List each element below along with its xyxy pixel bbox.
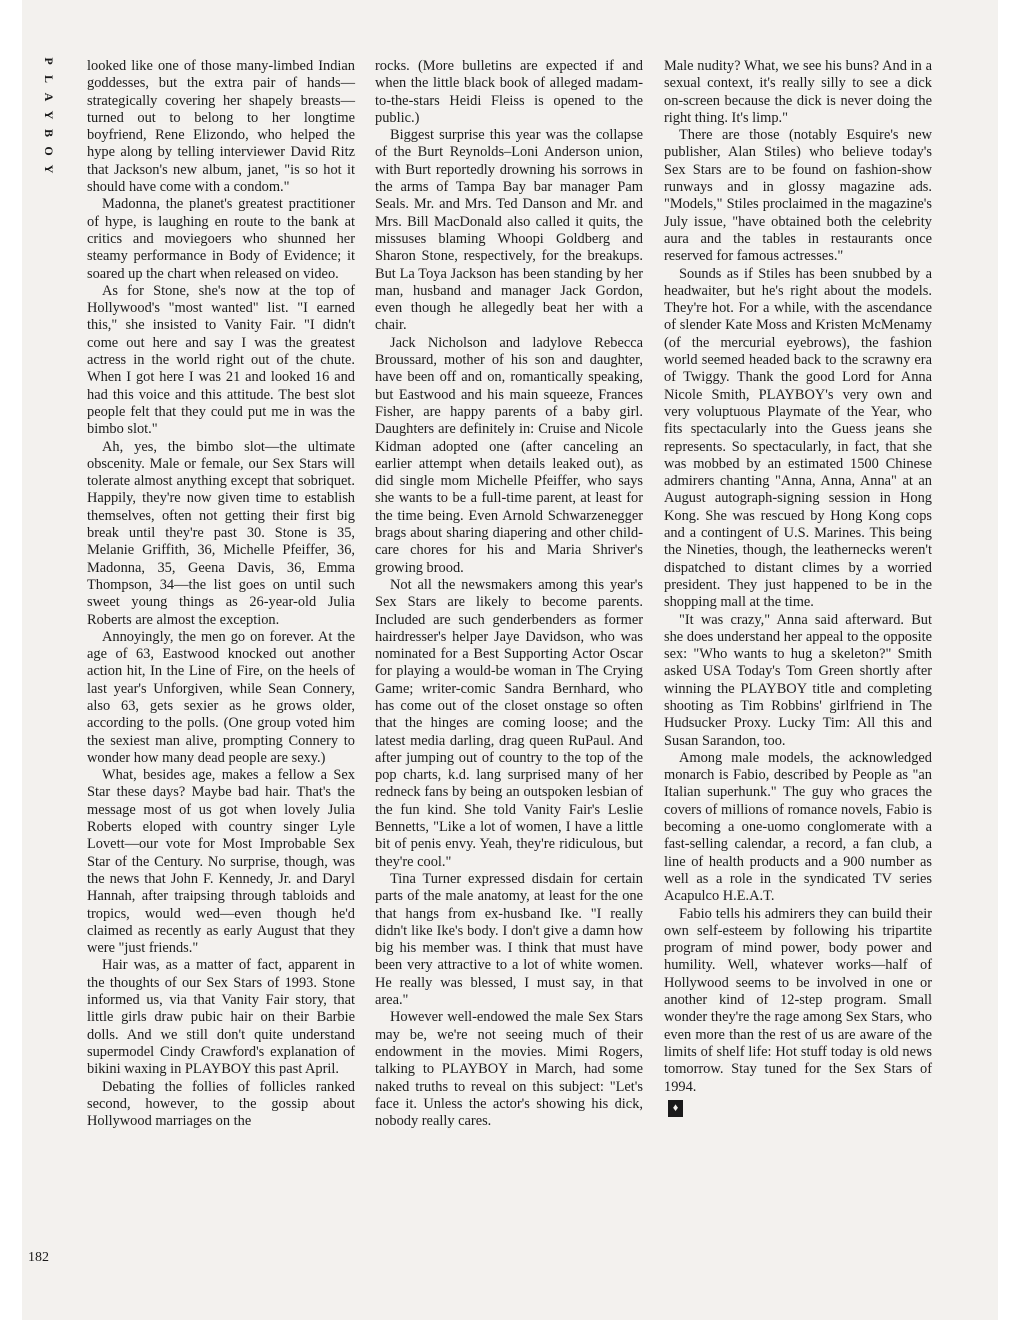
paragraph: Jack Nicholson and ladylove Rebecca Broussard, mother of his son and daughter, have been off and on, romantically speaking, but Eastwood and his main squeeze, Frances Fisher, are happy parents of a baby girl. Daughters are definitely in: Cruise and Nicole Kidman adopted one (after canceling an earlier attempt when details leaked out), as did single mom Michelle Pfeiffer, who says she wants to be a full-time parent, at least for the time being. Even Arnold Schwarzenegger brags about sharing diapering and other child-care chores for his and Maria Shriver's growing brood. [375,334,643,576]
paragraph: Not all the newsmakers among this year's Sex Stars are likely to become parents. Included are such genderbenders as former hairdresser's helper Jaye Davidson, who was nominated for a Best Supporting Actor Oscar for playing a would-be woman in The Crying Game; writer-comic Sandra Bernhard, who has come out of the closet onstage so often that the hinges are coming loose; and the latest media darling, drag queen RuPaul. And after jumping out of country to the top of the pop charts, k.d. lang surprised many of her redneck fans by being an outspoken lesbian of the fun kind. She told Vanity Fair's Leslie Bennetts, "Like a lot of women, I have a little bit of penis envy. Yeah, they're ridiculous, but they're cool." [375,576,643,870]
magazine-title-text [40,52,58,178]
paragraph: Hair was, as a matter of fact, apparent in the thoughts of our Sex Stars of 1993. Stone informed us, via that Vanity Fair story, that little girls draw pubic hair on their Barbie dolls. And we still don't quite understand supermodel Cindy Crawford's explanation of bikini waxing in PLAYBOY this past April. [87,957,355,1078]
magazine-title-letter: P [42,57,56,65]
text-column-3 [664,58,932,1117]
paragraph: Among male models, the acknowledged monarch is Fabio, described by People as "an Italian superhunk." The guy who graces the covers of millions of romance novels, Fabio is becoming a one-uomo conglomerate with a fast-selling calendar, a record, a fan club, a line of health products and a 900 number as well as a role in the syndicated TV series Acapulco H.E.A.T. [664,749,932,905]
magazine-title-letter: O [42,146,56,156]
paragraph: What, besides age, makes a fellow a Sex Star these days? Maybe bad hair. That's the message most of us got when lovely Julia Roberts eloped with country singer Lyle Lovett—our vote for Most Improbable Sex Star of the Century. No surprise, though, was the news that John F. Kennedy, Jr. and Daryl Hannah, after traipsing through tabloids and tropics, would wed—even though he'd claimed as recently as early August that they were "just friends." [87,767,355,957]
magazine-title-letter: B [42,128,56,137]
magazine-title-letter: Y [42,110,56,120]
paragraph: As for Stone, she's now at the top of Hollywood's "most wanted" list. "I earned this," she insisted to Vanity Fair. "I didn't come out here and say I was the greatest actress in the world right out of the chute. When I got here I was 21 and looked 16 and had this voice and this attitude. The best slot people felt that they could put me in was the bimbo slot." [87,282,355,438]
magazine-title-letter: Y [42,164,56,174]
paragraph: looked like one of those many-limbed Indian goddesses, but the extra pair of hands—strategically covering her shapely breasts—turned out to belong to her longtime boyfriend, Rene Elizondo, who helped the hype along by telling interviewer David Ritz that Jackson's new album, janet, "is so hot it should have come with a condom." [87,58,355,196]
paragraph: Ah, yes, the bimbo slot—the ultimate obscenity. Male or female, our Sex Stars will tolerate almost anything except that sobriquet. Happily, they're now given time to establish themselves, often not getting their first big break until they're past 30. Stone is 35, Melanie Griffith, 36, Michelle Pfeiffer, 36, Madonna, 35, Geena Davis, 36, Emma Thompson, 34—the list goes on until such sweet young things as 26-year-old Julia Roberts are almost the exception. [87,438,355,628]
paragraph: Male nudity? What, we see his buns? And in a sexual context, it's really silly to see a dick on-screen because the dick is never doing the right thing. It's limp." [664,58,932,126]
page-number: 182 [28,1250,49,1265]
magazine-page [22,0,998,1320]
paragraph: Debating the follies of follicles ranked second, however, to the gossip about Hollywood marriages on the [87,1078,355,1130]
paragraph: Madonna, the planet's greatest practitioner of hype, is laughing en route to the bank at critics and moviegoers who shunned her steamy performance in Body of Evidence; it soared up the chart when released on video. [87,196,355,282]
rabbit-head-end-icon: ♦ [668,1100,683,1117]
text-column-1 [87,58,355,1130]
magazine-title-letter: A [42,92,56,102]
paragraph: Fabio tells his admirers they can build their own self-esteem by following his tripartite program of mind power, body power and humility. Well, whatever works—half of Hollywood seems to be involved in one or another kind of 12-step program. Small wonder they're the rage among Sex Stars, who even more than the rest of us are aware of the limits of shelf life: Hot stuff today is old news tomorrow. Stay tuned for the Sex Stars of 1994. [664,905,932,1095]
text-column-2 [375,58,643,1130]
magazine-title-vertical [40,52,58,178]
paragraph: Biggest surprise this year was the collapse of the Burt Reynolds–Loni Anderson union, with Burt reportedly drowning his sorrows in the arms of Tampa Bay bar manager Pam Seals. Mr. and Mrs. Ted Danson and Mr. and Mrs. Bill MacDonald also called it quits, the missuses blaming Whoopi Goldberg and Sharon Stone, respectively, for the breakups. But La Toya Jackson has been standing by her man, husband and manager Jack Gordon, even though he allegedly beat her with a chair. [375,127,643,334]
magazine-title-letter: L [42,74,56,83]
paragraph: Sounds as if Stiles has been snubbed by a headwaiter, but he's right about the models. They're hot. For a while, with the ascendance of slender Kate Moss and Kristen McMenamy (of the mercurial eyebrows), the fashion world seemed headed back to the scrawny era of Twiggy. Thank the good Lord for Anna Nicole Smith, PLAYBOY's very own and very voluptuous Playmate of the Year, who fits spectacularly into the Guess jeans she represents. So spectacularly, in fact, that she was mobbed by an estimated 1500 Chinese admirers chanting "Anna, Anna, Anna" at an August autograph-signing session in Hong Kong. She was rescued by Hong Kong cops and a contingent of U.S. Marines. This being the Nineties, though, the leathernecks weren't dispatched to distant climes by a worried president. They just happened to be in the shopping mall at the time. [664,265,932,611]
paragraph: Annoyingly, the men go on forever. At the age of 63, Eastwood knocked out another action hit, In the Line of Fire, on the heels of last year's Unforgiven, while Sean Connery, also 63, gets sexier as he grows older, according to the polls. (One group voted him the sexiest man alive, prompting Connery to wonder how many dead people are sexy.) [87,628,355,766]
paragraph: rocks. (More bulletins are expected if and when the little black book of alleged madam-to-the-stars Heidi Fleiss is opened to the public.) [375,58,643,126]
paragraph: There are those (notably Esquire's new publisher, Alan Stiles) who believe today's Sex Stars are to be found on fashion-show runways and in glossy magazine ads. "Models," Stiles proclaimed in the magazine's July issue, "have obtained both the celebrity aura and the tables in restaurants once reserved for famous actresses." [664,127,932,265]
paragraph: "It was crazy," Anna said afterward. But she does understand her appeal to the opposite sex: "Who wants to hug a skeleton?" Smith asked USA Today's Tom Green shortly after winning the PLAYBOY title and completing shooting as Tim Robbins' girlfriend in The Hudsucker Proxy. Lucky Tim: All this and Susan Sarandon, too. [664,611,932,749]
paragraph: Tina Turner expressed disdain for certain parts of the male anatomy, at least for the one that hangs from ex-husband Ike. "I really didn't like Ike's body. I don't give a damn how big his member was. I think that must have been very attractive to a lot of white women. He really was blessed, I must say, in that area." [375,870,643,1009]
paragraph: However well-endowed the male Sex Stars may be, we're not seeing much of their endowment in the movies. Mimi Rogers, talking to PLAYBOY in March, had some naked truths to reveal on this subject: "Let's face it. Unless the actor's showing his dick, nobody really cares. [375,1009,643,1130]
